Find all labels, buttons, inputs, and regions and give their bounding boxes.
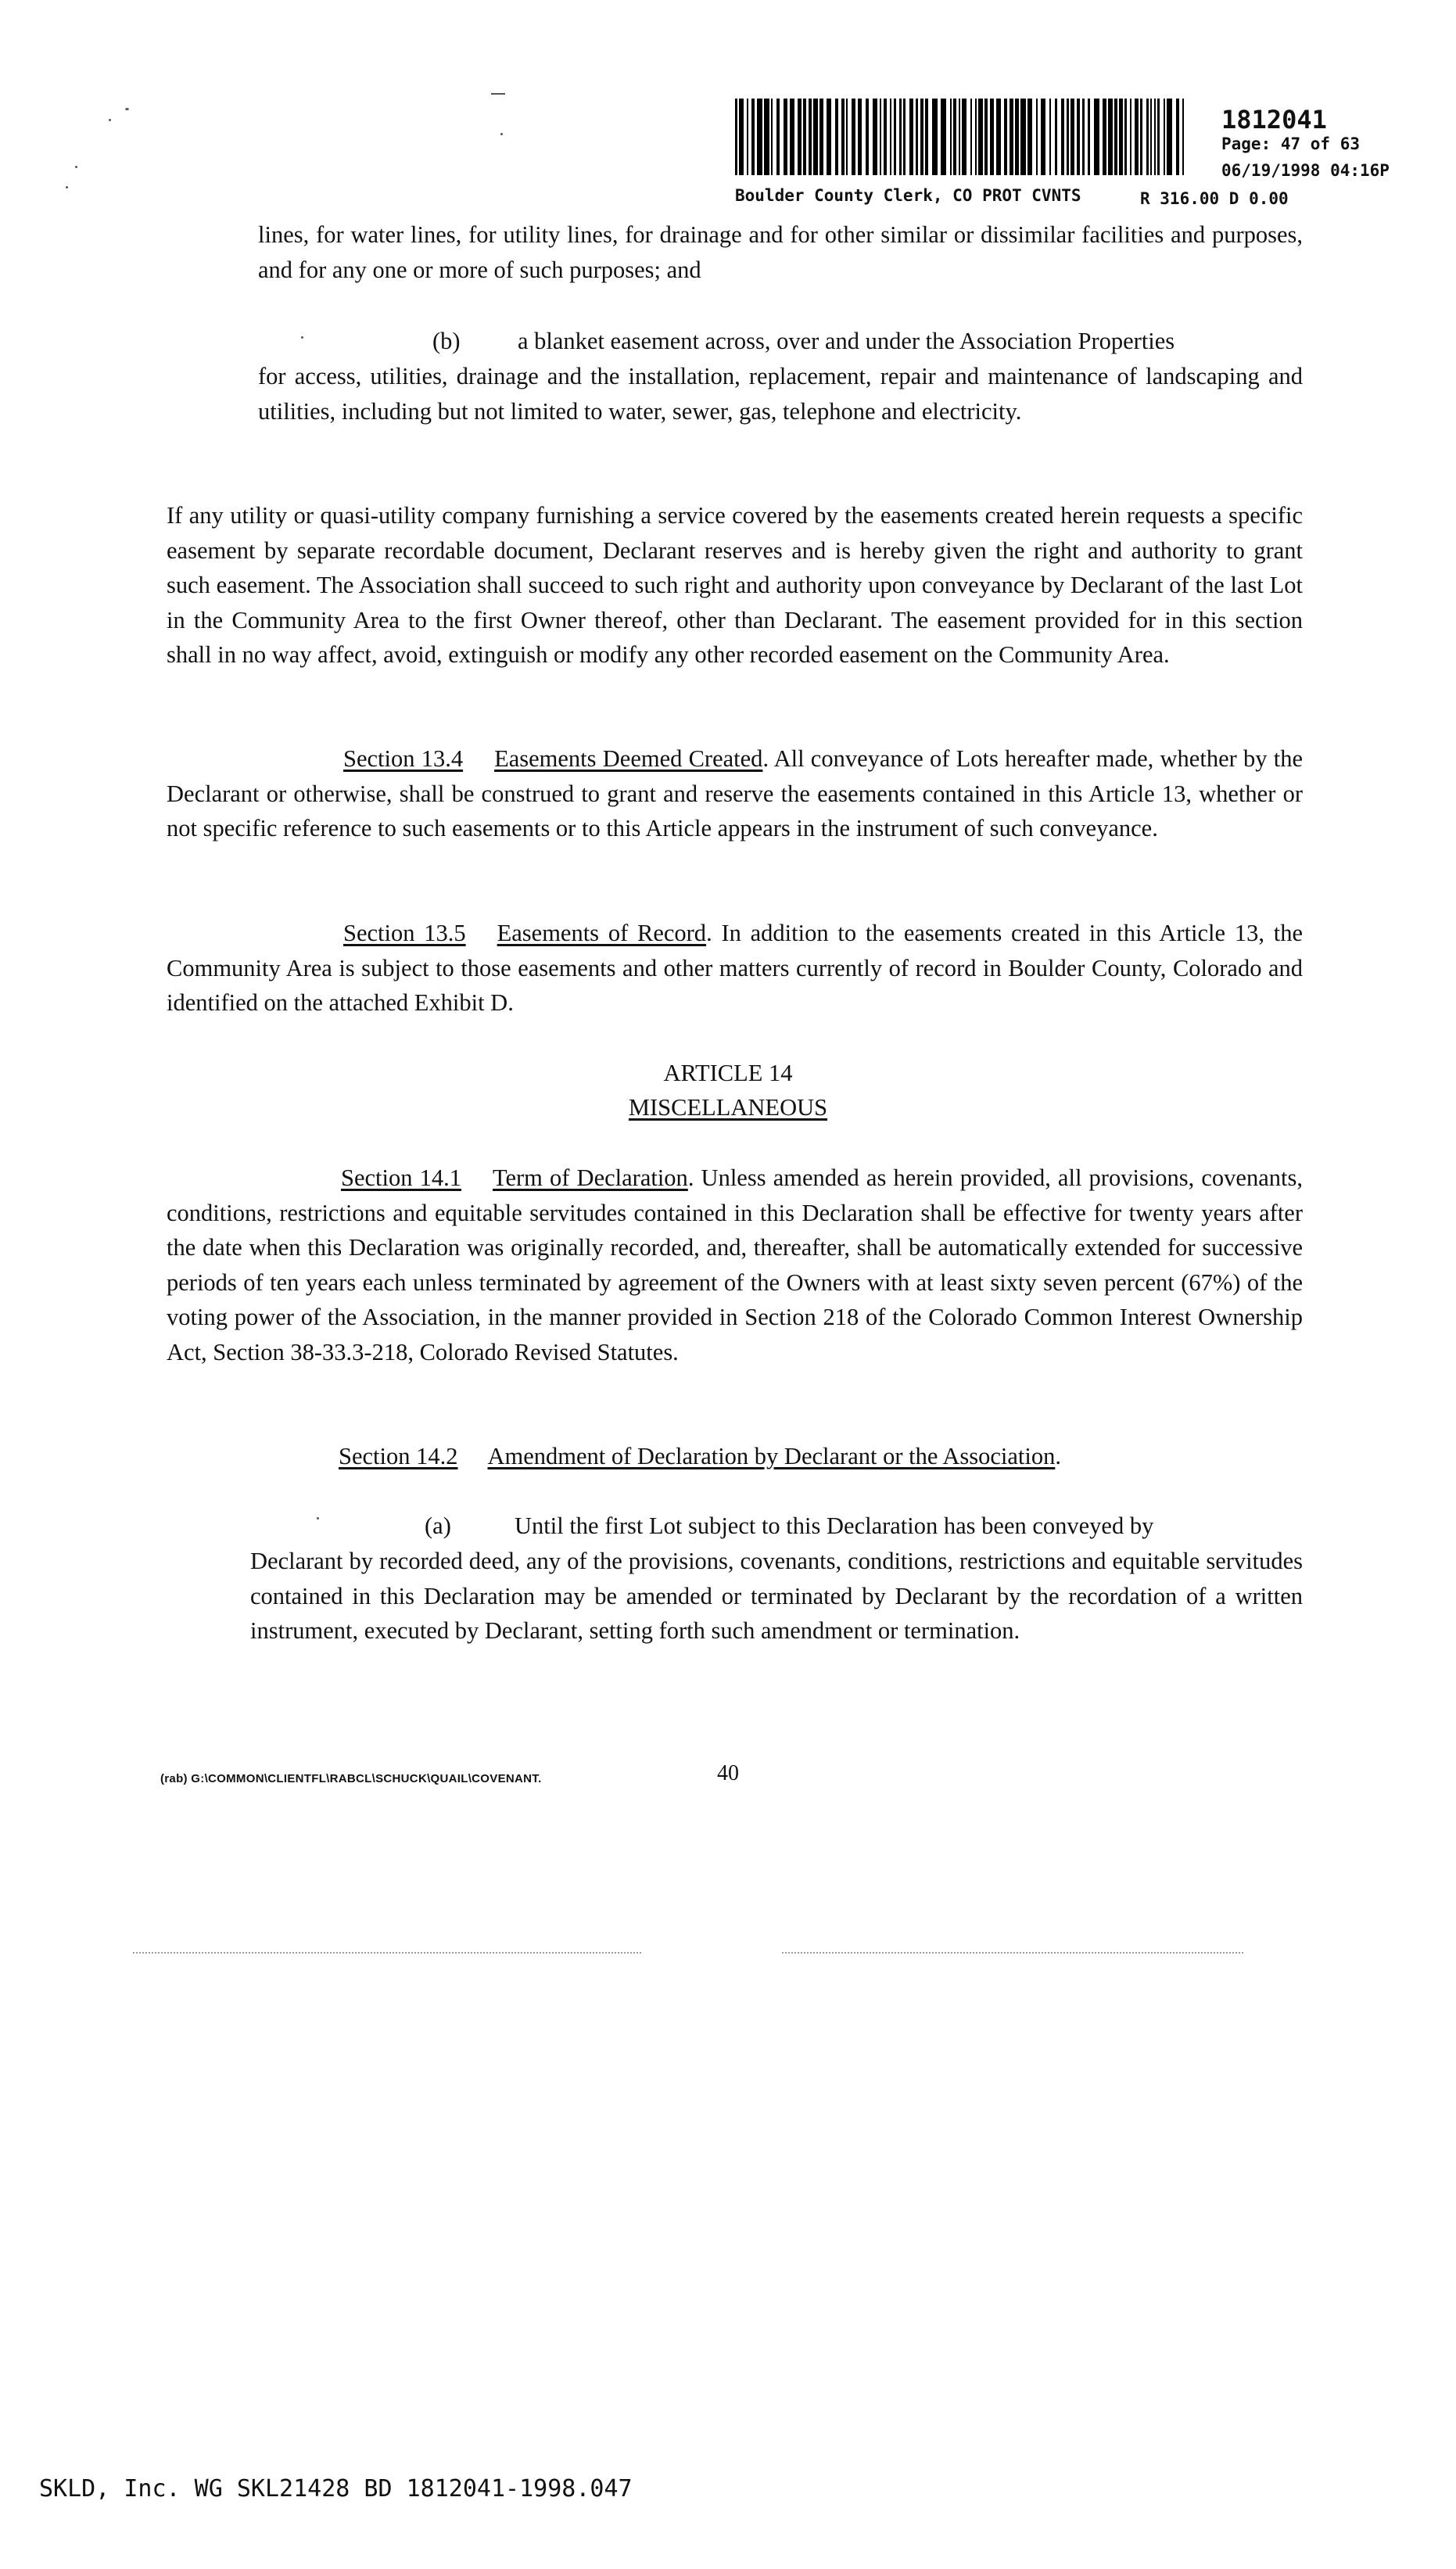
barcode-bar	[975, 99, 977, 175]
barcode-bar	[894, 99, 896, 175]
barcode-bar	[852, 99, 855, 175]
continuation-paragraph: lines, for water lines, for utility lines, for drainage and for other similar or dissimilar facilities and purposes, and for any one or more of such purposes; and	[258, 221, 1303, 283]
barcode-icon	[735, 99, 1192, 175]
scan-speck	[75, 166, 77, 168]
scan-speck	[125, 108, 129, 110]
barcode-bar	[1140, 99, 1142, 175]
barcode-bar	[1088, 99, 1090, 175]
barcode-bar	[984, 99, 988, 175]
barcode-bar	[909, 99, 913, 175]
file-path: (rab) G:\COMMON\CLIENTFL\RABCL\SCHUCK\QUAIL\COVENANT.	[160, 1772, 542, 1785]
barcode-bar	[970, 99, 972, 175]
barcode-bar	[1130, 99, 1131, 175]
scan-speck	[500, 133, 503, 135]
section-14-1-number: Section 14.1	[341, 1164, 461, 1191]
barcode-bar	[776, 99, 780, 175]
section-13-5	[167, 916, 1303, 1021]
section-13-5-text: . In addition to the easements created in this Article 13, the Community Area is subject to those easements and other matters currently of record in Boulder County, Colorado and identified on the attached Exhibit D.	[167, 920, 1303, 1016]
barcode-bar	[1070, 99, 1074, 175]
barcode-bar	[735, 99, 737, 175]
item-b-paragraph: for access, utilities, drainage and the installation, replacement, repair and maintenance of landscaping and utilities, including but not limited to water, sewer, gas, telephone and electricity.	[258, 363, 1303, 425]
barcode-bar	[1124, 99, 1127, 175]
barcode-bar	[764, 99, 769, 175]
barcode-bar	[1041, 99, 1045, 175]
barcode-bar	[1103, 99, 1106, 175]
barcode-bar	[920, 99, 923, 175]
barcode-bar	[873, 99, 877, 175]
barcode-bar	[1167, 99, 1172, 175]
scan-speck	[109, 119, 111, 121]
section-13-4-title: Easements Deemed Created	[494, 745, 763, 772]
barcode-bar	[771, 99, 773, 175]
utility-easement-paragraph: If any utility or quasi-utility company furnishing a service covered by the easements created herein requests a specific easement by separate recordable document, Declarant reserves and is hereby given the right and authority to grant such easement. The Association shall succeed to such right and authority upon conveyance by Declarant of the last Lot in the Community Area to the first Owner thereof, other than Declarant. The easement provided for in this section shall in no way affect, avoid, extinguish or modify any other recorded easement on the Community Area.	[167, 502, 1303, 668]
barcode-bar	[835, 99, 838, 175]
article-title-text: MISCELLANEOUS	[628, 1094, 828, 1121]
barcode-bar	[1108, 99, 1113, 175]
barcode-bar	[932, 99, 938, 175]
section-14-1-text: . Unless amended as herein provided, all provisions, covenants, conditions, restrictions and equitable servitudes contained in this Declaration shall be effective for twenty years after the date when this Declaration was originally recorded, and, thereafter, shall be automatically extended for successive periods of ten years each unless terminated by agreement of the Owners with at least sixty seven percent (67%) of the voting power of the Association, in the manner provided in Section 218 of the Colorado Common Interest Ownership Act, Section 38-33.3-218, Colorado Revised Statutes.	[167, 1164, 1303, 1365]
reception-number: 1812041	[1221, 105, 1327, 135]
article-title	[0, 1090, 1456, 1125]
barcode-bar	[813, 99, 818, 175]
barcode-bar	[1061, 99, 1064, 175]
item-b-first-line: a blanket easement across, over and under the Association Properties	[518, 328, 1175, 354]
barcode-bar	[1119, 99, 1123, 175]
barcode-bar	[790, 99, 794, 175]
barcode-bar	[996, 99, 1001, 175]
scan-artifact-line	[133, 1952, 641, 1954]
barcode-bar	[1082, 99, 1085, 175]
section-13-4-number: Section 13.4	[343, 745, 464, 772]
barcode-bar	[1067, 99, 1069, 175]
barcode-bar	[784, 99, 787, 175]
barcode-bar	[1182, 99, 1184, 175]
section-14-1-title: Term of Declaration	[492, 1164, 688, 1191]
barcode-bar	[1176, 99, 1179, 175]
barcode-bar	[890, 99, 891, 175]
barcode-bar	[827, 99, 831, 175]
barcode-bar	[1150, 99, 1152, 175]
barcode-bar	[803, 99, 806, 175]
barcode-bar	[880, 99, 881, 175]
barcode-bar	[757, 99, 762, 175]
barcode-bar	[1077, 99, 1080, 175]
recording-stamp	[735, 99, 1408, 216]
barcode-bar	[978, 99, 983, 175]
item-b-label: (b)	[432, 328, 461, 354]
barcode-bar	[739, 99, 744, 175]
barcode-bar	[1135, 99, 1139, 175]
barcode-bar	[747, 99, 748, 175]
barcode-bar	[1027, 99, 1032, 175]
scan-speck	[491, 93, 505, 95]
barcode-bar	[884, 99, 887, 175]
barcode-bar	[916, 99, 918, 175]
barcode-bar	[1049, 99, 1051, 175]
barcode-bar	[1020, 99, 1026, 175]
barcode-bar	[751, 99, 755, 175]
barcode-bar	[1010, 99, 1013, 175]
barcode-bar	[1146, 99, 1149, 175]
barcode-bar	[941, 99, 946, 175]
barcode-bar	[841, 99, 845, 175]
section-13-4-text: . All conveyance of Lots hereafter made, whether by the Declarant or otherwise, shall be construed to grant and reserve the easements contained in this Article 13, whether or not specific reference to such easements or to this Article appears in the instrument of such conveyance.	[167, 745, 1303, 841]
barcode-bar	[1157, 99, 1160, 175]
item-a-label: (a)	[425, 1512, 451, 1539]
section-14-1	[167, 1161, 1303, 1369]
barcode-bar	[1164, 99, 1165, 175]
clerk-line: Boulder County Clerk, CO PROT CVNTS	[735, 186, 1081, 205]
barcode-bar	[846, 99, 848, 175]
barcode-bar	[858, 99, 862, 175]
barcode-bar	[990, 99, 994, 175]
section-13-4	[167, 741, 1303, 846]
recording-fees: R 316.00 D 0.00	[1140, 189, 1289, 208]
scan-speck	[66, 186, 68, 188]
barcode-bar	[1036, 99, 1038, 175]
barcode-bar	[1154, 99, 1156, 175]
item-a-first-line: Until the first Lot subject to this Declaration has been conveyed by	[515, 1512, 1154, 1539]
barcode-bar	[1114, 99, 1117, 175]
section-14-2-title: Amendment of Declaration by Declarant or the Association	[487, 1443, 1056, 1469]
barcode-bar	[899, 99, 902, 175]
item-a-paragraph: Declarant by recorded deed, any of the provisions, covenants, conditions, restrictions and equitable servitudes contained in this Declaration may be amended or terminated by Declarant by the recordation of a written instrument, executed by Declarant, setting forth such amendment or termination.	[250, 1548, 1303, 1644]
barcode-bar	[798, 99, 802, 175]
barcode-bar	[959, 99, 960, 175]
barcode-bar	[903, 99, 906, 175]
barcode-bar	[962, 99, 966, 175]
scan-speck	[301, 336, 303, 339]
recording-datetime: 06/19/1998 04:16P	[1221, 161, 1390, 180]
barcode-bar	[1094, 99, 1099, 175]
barcode-bar	[953, 99, 956, 175]
page-info: Page: 47 of 63	[1221, 135, 1361, 153]
section-13-5-number: Section 13.5	[343, 920, 466, 946]
section-14-2-heading	[339, 1439, 1061, 1474]
barcode-bar	[809, 99, 812, 175]
microfilm-id: SKLD, Inc. WG SKL21428 BD 1812041-1998.047	[39, 2475, 633, 2503]
section-13-5-title: Easements of Record	[497, 920, 707, 946]
barcode-bar	[1004, 99, 1007, 175]
barcode-bar	[819, 99, 823, 175]
scan-speck	[317, 1517, 319, 1520]
barcode-bar	[950, 99, 952, 175]
barcode-bar	[1055, 99, 1057, 175]
barcode-bar	[866, 99, 869, 175]
article-heading: ARTICLE 14	[663, 1060, 793, 1086]
page-number: 40	[717, 1761, 739, 1785]
section-14-2-period: .	[1055, 1443, 1061, 1469]
barcode-bar	[925, 99, 928, 175]
section-14-2-number: Section 14.2	[339, 1443, 458, 1469]
barcode-bar	[1015, 99, 1019, 175]
scan-artifact-line	[782, 1952, 1243, 1954]
